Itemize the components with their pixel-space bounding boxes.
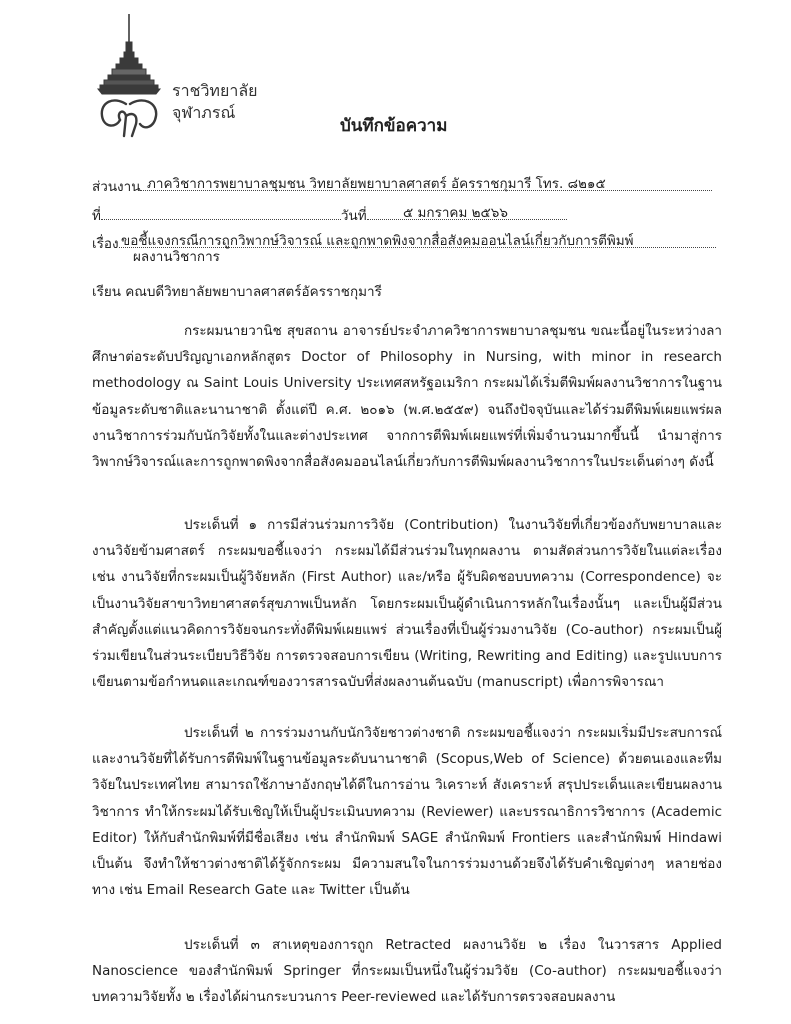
crown-emblem-icon xyxy=(96,12,162,144)
department-value: ภาควิชาการพยาบาลชุมชน วิทยาลัยพยาบาลศาสตร์ อัครราชกุมารี โทร. ๘๒๑๕ xyxy=(147,176,606,192)
org-name-line2: จุฬาภรณ์ xyxy=(172,103,236,122)
date-value: ๕ มกราคม ๒๕๖๖ xyxy=(403,205,508,221)
body-paragraph-point-3 xyxy=(92,932,722,1011)
paragraph-text: ประเด็นที่ ๒ การร่วมงานกับนักวิจัยชาวต่างชาติ กระผมขอชี้แจงว่า กระผมเริ่มมีประสบการณ์และงานวิจัยที่ได้รับการตีพิมพ์ในฐานข้อมูลระดับนานาชาติ (Scopus,Web of Science) ด้วยตนเองและทีมวิจัยในประเทศไทย สามารถใช้ภาษาอังกฤษได้ดีในการอ่าน วิเคราะห์ สังเคราะห์ สรุปประเด็นและเขียนผลงานวิชาการ ทำให้กระผมได้รับเชิญให้เป็นผู้ประเมินบทความ (Reviewer) และบรรณาธิการวิชาการ (Academic Editor) ให้กับสำนักพิมพ์ที่มีชื่อเสียง เช่น สำนักพิมพ์ SAGE สำนักพิมพ์ Frontiers และสำนักพิมพ์ Hindawi เป็นต้น จึงทำให้ชาวต่างชาติได้รู้จักกระผม มีความสนใจในการร่วมงานด้วยจึงได้รับคำเชิญต่างๆ หลายช่องทาง เช่น Email Research Gate และ Twitter เป็นต้น xyxy=(92,725,722,899)
college-logo xyxy=(96,12,162,144)
paragraph-text: กระผมนายวานิช สุขสถาน อาจารย์ประจำภาควิชาการพยาบาลชุมชน ขณะนี้อยู่ในระหว่างลาศึกษาต่อระดับปริญญาเอกหลักสูตร Doctor of Philosophy in Nursing, with minor in research methodology ณ Saint Louis University ประเทศสหรัฐอเมริกา กระผมได้เริ่มตีพิมพ์ผลงานวิชาการในฐานข้อมูลระดับชาติและนานาชาติ ตั้งแต่ปี ค.ศ. ๒๐๑๖ (พ.ศ.๒๕๕๙) จนถึงปัจจุบันและได้ร่วมตีพิมพ์เผยแพร่ผลงานวิชาการร่วมกับนักวิจัยทั้งในและต่างประเทศ จากการตีพิมพ์เผยแพร่ที่เพิ่มจำนวนมากขึ้นนี้ นำมาสู่การวิพากษ์วิจารณ์และการถูกพาดพิงจากสื่อสังคมออนไลน์เกี่ยวกับการตีพิมพ์ผลงานวิชาการในประเด็นต่างๆ ดังนี้ xyxy=(92,323,722,471)
department-label: ส่วนงาน xyxy=(92,179,141,195)
org-name-line1: ราชวิทยาลัย xyxy=(172,81,258,100)
subject-value: ขอชี้แจงกรณีการถูกวิพากษ์วิจารณ์ และถูกพาดพิงจากสื่อสังคมออนไลน์เกี่ยวกับการตีพิมพ์ xyxy=(121,233,634,249)
memo-title: บันทึกข้อความ xyxy=(340,116,448,136)
org-name xyxy=(172,80,258,124)
number-dotline xyxy=(101,205,341,220)
paragraph-text: ประเด็นที่ ๓ สาเหตุของการถูก Retracted ผลงานวิจัย ๒ เรื่อง ในวารสาร Applied Nanoscience ของสำนักพิมพ์ Springer ที่กระผมเป็นหนึ่งในผู้ร่วมวิจัย (Co-author) กระผมขอชี้แจงว่า บทความวิจัยทั้ง ๒ เรื่องได้ผ่านกระบวนการ Peer-reviewed และได้รับการตรวจสอบผลงาน xyxy=(92,937,722,1006)
body-paragraph-point-2 xyxy=(92,720,722,903)
body-paragraph-point-1 xyxy=(92,512,722,695)
subject-value-continued: ผลงานวิชาการ xyxy=(133,249,220,265)
paragraph-text: ประเด็นที่ ๑ การมีส่วนร่วมการวิจัย (Contribution) ในงานวิจัยที่เกี่ยวข้องกับพยาบาลและงานวิจัยข้ามศาสตร์ กระผมขอชี้แจงว่า กระผมได้มีส่วนร่วมในทุกผลงาน ตามสัดส่วนการวิจัยในแต่ละเรื่อง เช่น งานวิจัยที่กระผมเป็นผู้วิจัยหลัก (First Author) และ/หรือ ผู้รับผิดชอบบทความ (Correspondence) จะเป็นงานวิจัยสาขาวิทยาศาสตร์สุขภาพเป็นหลัก โดยกระผมเป็นผู้ดำเนินการหลักในเรื่องนั้นๆ และเป็นผู้มีส่วนสำคัญตั้งแต่แนวคิดการวิจัยจนกระทั่งตีพิมพ์เผยแพร่ ส่วนเรื่องที่เป็นผู้ร่วมงานวิจัย (Co-author) กระผมเป็นผู้ร่วมเขียนในส่วนระเบียบวิธีวิจัย การตรวจสอบการเขียน (Writing, Rewriting and Editing) และรูปแบบการเขียนตามข้อกำหนดและเกณฑ์ของวารสารฉบับที่ส่งผลงานต้นฉบับ (manuscript) เพื่อการพิจารณา xyxy=(92,517,722,691)
date-label: วันที่ xyxy=(340,208,367,224)
subject-label: เรื่อง xyxy=(92,236,119,252)
salutation: เรียน คณบดีวิทยาลัยพยาบาลศาสตร์อัครราชกุมารี xyxy=(92,284,382,300)
body-paragraph-intro xyxy=(92,318,722,475)
number-label: ที่ xyxy=(92,208,101,224)
